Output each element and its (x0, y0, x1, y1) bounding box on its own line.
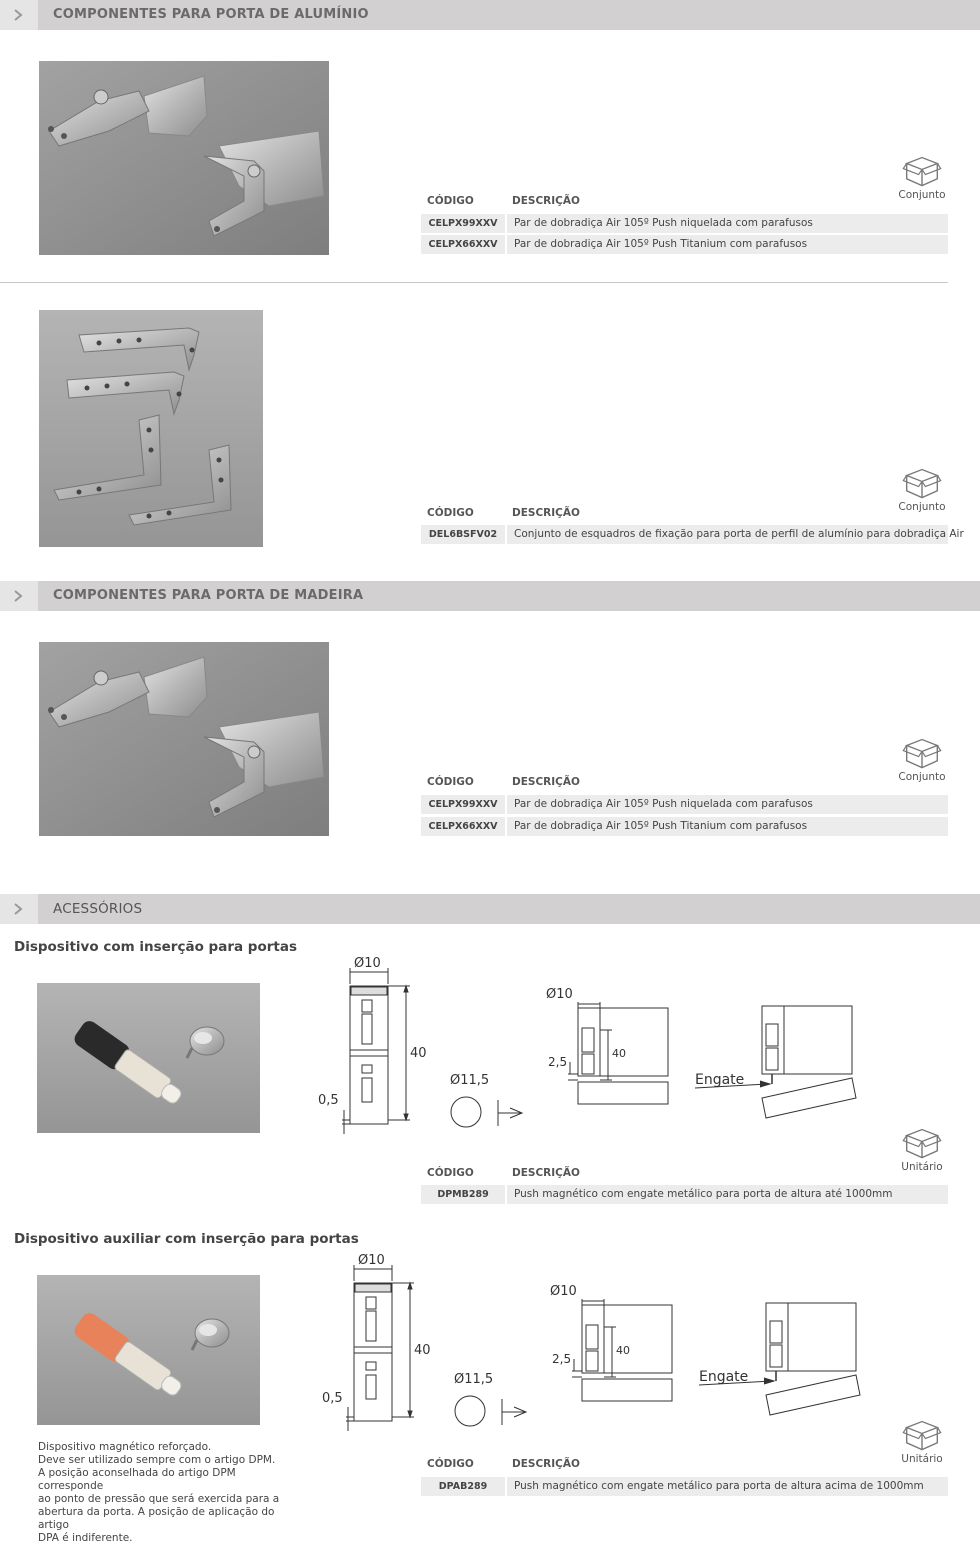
chevron-right-icon (11, 8, 25, 22)
code-header: CÓDIGO (427, 507, 474, 519)
dim-gap-05: 0,5 (322, 1391, 343, 1406)
section-chevron-box (0, 894, 38, 924)
packaging-label: Unitário (901, 1161, 943, 1173)
packaging-set-indicator (897, 155, 947, 201)
description-header: DESCRIÇÃO (512, 195, 580, 207)
product-description: Par de dobradiça Air 105º Push niquelada com parafusos (507, 214, 948, 233)
dim-diameter-10-side: Ø10 (550, 1284, 577, 1299)
divider (0, 282, 948, 283)
box-icon (898, 155, 946, 189)
dim-diameter-10: Ø10 (358, 1253, 385, 1268)
code-header: CÓDIGO (427, 195, 474, 207)
magnetic-push-photo (37, 983, 260, 1133)
product-code: CELPX99XXV (421, 214, 505, 233)
note-line: Dispositivo magnético reforçado. (38, 1441, 212, 1453)
section-chevron-box (0, 581, 38, 611)
dim-length-40: 40 (410, 1046, 427, 1061)
note-line: abertura da porta. A posição de aplicação do artigo (38, 1506, 275, 1531)
packaging-label: Conjunto (898, 189, 946, 201)
packaging-label: Unitário (901, 1453, 943, 1465)
technical-drawing-dpa (310, 1247, 870, 1437)
description-header: DESCRIÇÃO (512, 1458, 580, 1470)
description-header: DESCRIÇÃO (512, 507, 580, 519)
engate-label: Engate (699, 1369, 749, 1385)
product-code: CELPX66XXV (421, 235, 505, 254)
dim-gap-05: 0,5 (318, 1093, 339, 1108)
dim-offset-25: 2,5 (548, 1055, 568, 1069)
product-description: Par de dobradiça Air 105º Push niquelada com parafusos (507, 795, 948, 814)
section-title: COMPONENTES PARA PORTA DE MADEIRA (53, 588, 364, 603)
code-header: CÓDIGO (427, 776, 474, 788)
hinge-pair-photo (39, 642, 329, 836)
box-icon (898, 467, 946, 501)
product-code: CELPX99XXV (421, 795, 505, 814)
box-icon (898, 1127, 946, 1161)
box-icon (898, 1419, 946, 1453)
dim-diameter-115: Ø11,5 (454, 1372, 494, 1387)
bracket-set-photo (39, 310, 263, 547)
code-header: CÓDIGO (427, 1167, 474, 1179)
dim-diameter-10-side: Ø10 (546, 987, 573, 1002)
product-code: DPMB289 (421, 1185, 505, 1204)
device1-title: Dispositivo com inserção para portas (14, 939, 297, 955)
description-header: DESCRIÇÃO (512, 776, 580, 788)
dim-diameter-115: Ø11,5 (450, 1073, 490, 1088)
dim-diameter-10: Ø10 (354, 956, 381, 971)
chevron-right-icon (11, 902, 25, 916)
packaging-label: Conjunto (898, 501, 946, 513)
section-header-acessorios (0, 894, 980, 924)
dim-length-40-side: 40 (616, 1344, 630, 1357)
device2-title: Dispositivo auxiliar com inserção para portas (14, 1231, 359, 1247)
section-header-madeira (0, 581, 980, 611)
note-line: Deve ser utilizado sempre com o artigo DPM. (38, 1454, 276, 1466)
product-code: DEL6BSFV02 (421, 525, 505, 544)
product-description: Push magnético com engate metálico para porta de altura acima de 1000mm (507, 1477, 948, 1496)
section-header-aluminio (0, 0, 980, 30)
technical-drawing-dpm (310, 950, 870, 1140)
dim-length-40: 40 (414, 1343, 431, 1358)
dim-length-40-side: 40 (612, 1047, 626, 1060)
hinge-pair-photo (39, 61, 329, 255)
packaging-set-indicator (897, 467, 947, 513)
section-title: COMPONENTES PARA PORTA DE ALUMÍNIO (53, 7, 369, 22)
note-line: A posição aconselhada do artigo DPM corresponde (38, 1467, 236, 1492)
product-description: Par de dobradiça Air 105º Push Titanium com parafusos (507, 817, 948, 836)
engate-label: Engate (695, 1072, 745, 1088)
packaging-label: Conjunto (898, 771, 946, 783)
device2-note (38, 1441, 298, 1545)
note-line: DPA é indiferente. (38, 1532, 133, 1544)
dim-offset-25: 2,5 (552, 1352, 572, 1366)
section-chevron-box (0, 0, 38, 30)
chevron-right-icon (11, 589, 25, 603)
code-header: CÓDIGO (427, 1458, 474, 1470)
packaging-unit-indicator (897, 1127, 947, 1173)
note-line: ao ponto de pressão que será exercida para a (38, 1493, 280, 1505)
product-description: Par de dobradiça Air 105º Push Titanium com parafusos (507, 235, 948, 254)
box-icon (898, 737, 946, 771)
packaging-set-indicator (897, 737, 947, 783)
product-code: CELPX66XXV (421, 817, 505, 836)
auxiliary-push-photo (37, 1275, 260, 1425)
product-description: Conjunto de esquadros de fixação para porta de perfil de alumínio para dobradiça Air (507, 525, 948, 544)
packaging-unit-indicator (897, 1419, 947, 1465)
product-code: DPAB289 (421, 1477, 505, 1496)
section-title: ACESSÓRIOS (53, 901, 143, 917)
description-header: DESCRIÇÃO (512, 1167, 580, 1179)
product-description: Push magnético com engate metálico para porta de altura até 1000mm (507, 1185, 948, 1204)
